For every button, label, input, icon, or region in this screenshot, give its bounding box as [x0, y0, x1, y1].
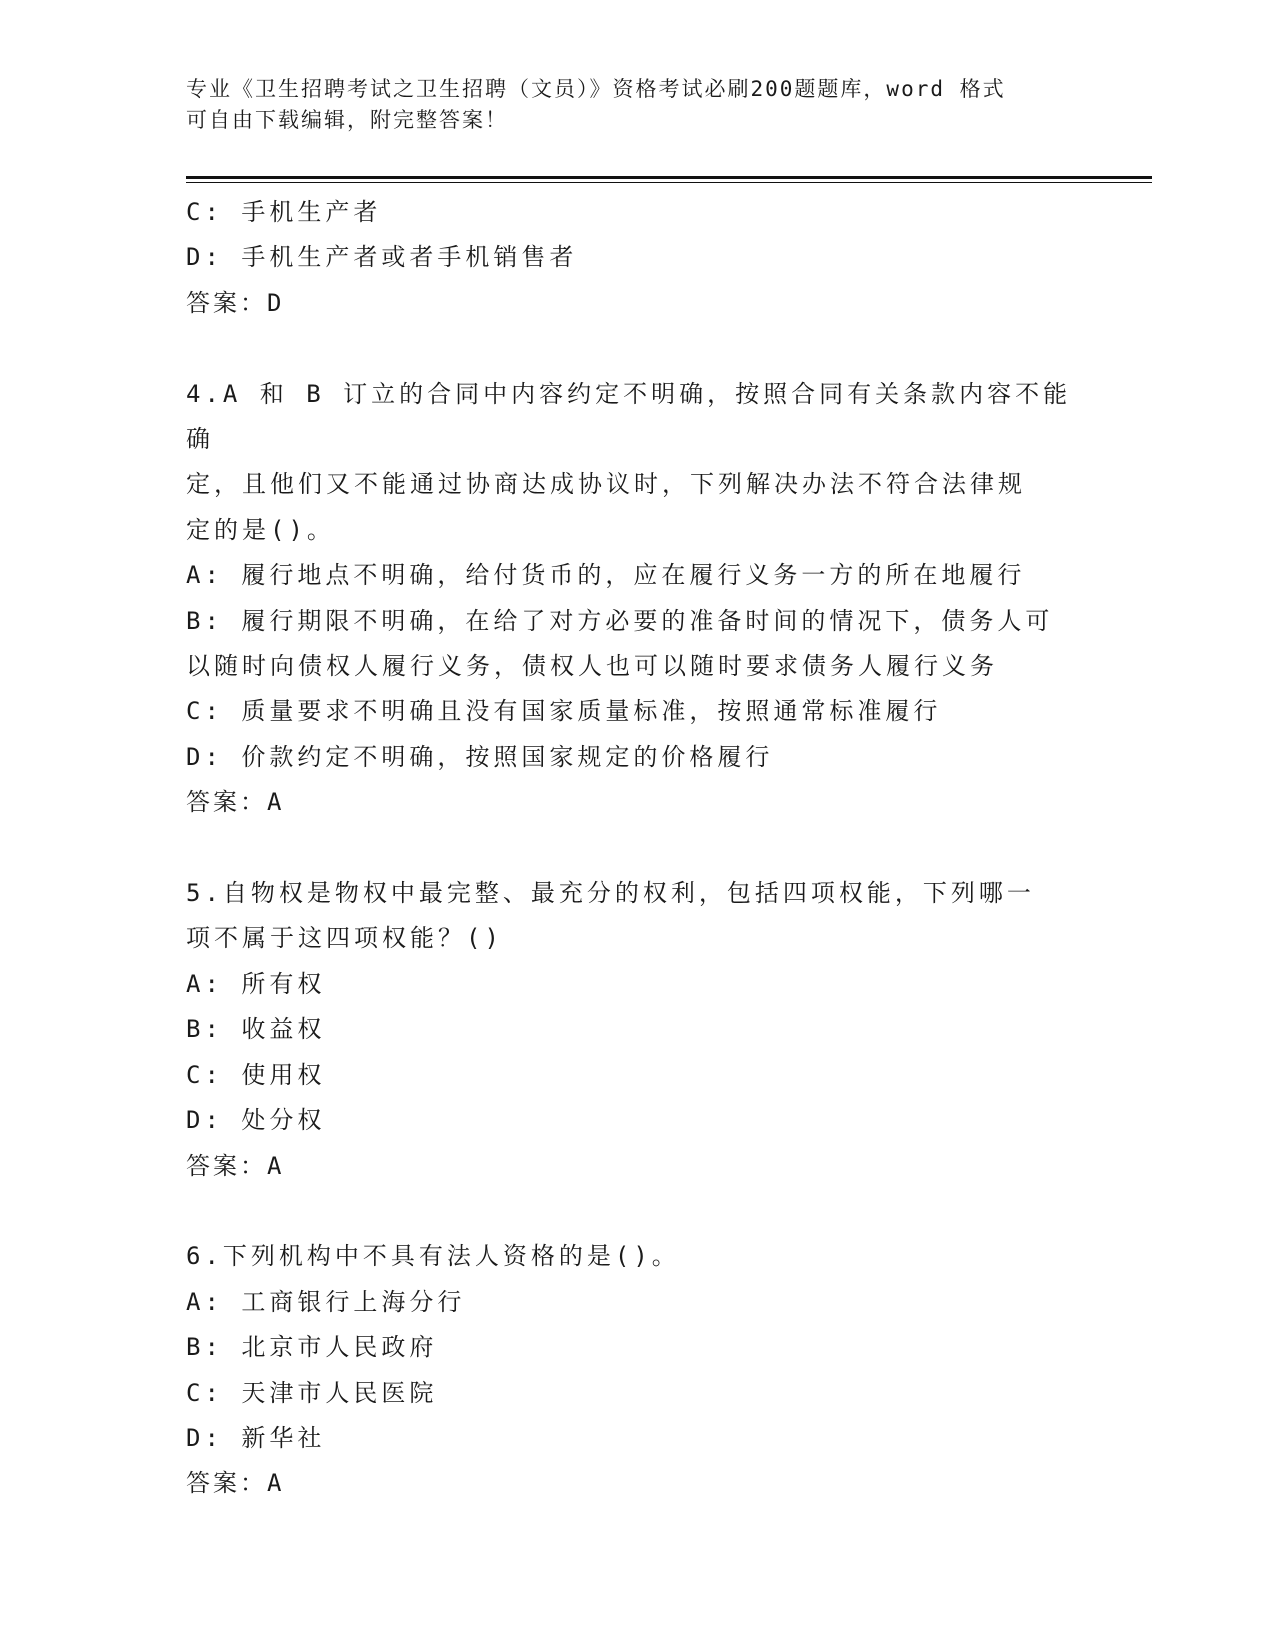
option-a: A: 所有权: [186, 969, 326, 998]
question-3-continuation: [186, 190, 1086, 326]
option-c: C: 天津市人民医院: [186, 1378, 438, 1407]
answer-line: [186, 1461, 1086, 1506]
answer-value: A: [267, 1151, 285, 1180]
option-b: B: 北京市人民政府: [186, 1333, 438, 1362]
option-c: C: 使用权: [186, 1060, 326, 1089]
header-rule-thin: [186, 182, 1152, 183]
option-b: B: 收益权: [186, 1015, 326, 1044]
question-stem-line: 定的是()。: [186, 515, 335, 544]
option-b: B: 履行期限不明确，在给了对方必要的准备时间的情况下，债务人可: [186, 606, 1054, 635]
answer-value: A: [267, 788, 285, 817]
question-stem-line: 6.下列机构中不具有法人资格的是()。: [186, 1242, 680, 1271]
question-6: [186, 1234, 1086, 1506]
answer-value: A: [267, 1469, 285, 1498]
answer-label: 答案：: [186, 788, 267, 817]
question-5: [186, 871, 1086, 1189]
question-stem-line: 4.A 和 B 订立的合同中内容约定不明确，按照合同有关条款内容不能确: [186, 379, 1072, 454]
option-c: C: 手机生产者: [186, 198, 382, 226]
answer-label: 答案：: [186, 1151, 267, 1180]
question-stem-line: 定，且他们又不能通过协商达成协议时，下列解决办法不符合法律规: [186, 470, 1026, 499]
document-header: [186, 74, 1066, 136]
option-d: D: 处分权: [186, 1106, 326, 1135]
answer-label: 答案：: [186, 1469, 267, 1498]
option-b-continued: 以随时向债权人履行义务，债权人也可以随时要求债务人履行义务: [186, 652, 998, 681]
question-4: [186, 372, 1086, 826]
option-d: D: 价款约定不明确，按照国家规定的价格履行: [186, 742, 774, 771]
answer-line: [186, 780, 1086, 825]
answer-value: D: [267, 288, 285, 317]
option-c: C: 质量要求不明确且没有国家质量标准，按照通常标准履行: [186, 697, 942, 726]
answer-line: [186, 281, 1086, 326]
header-line-1: 专业《卫生招聘考试之卫生招聘（文员）》资格考试必刷200题题库，word 格式: [186, 77, 1006, 101]
option-d: D: 手机生产者或者手机销售者: [186, 243, 578, 272]
header-rule-thick: [186, 176, 1152, 179]
question-list: [186, 190, 1086, 1507]
answer-label: 答案：: [186, 288, 267, 317]
option-a: A: 工商银行上海分行: [186, 1287, 466, 1316]
option-a: A: 履行地点不明确，给付货币的，应在履行义务一方的所在地履行: [186, 561, 1026, 590]
answer-line: [186, 1144, 1086, 1189]
question-stem-line: 5.自物权是物权中最完整、最充分的权利，包括四项权能，下列哪一: [186, 879, 1035, 908]
question-stem-line: 项不属于这四项权能？(): [186, 924, 503, 953]
option-d: D: 新华社: [186, 1423, 326, 1452]
header-line-2: 可自由下载编辑，附完整答案！: [186, 108, 508, 132]
